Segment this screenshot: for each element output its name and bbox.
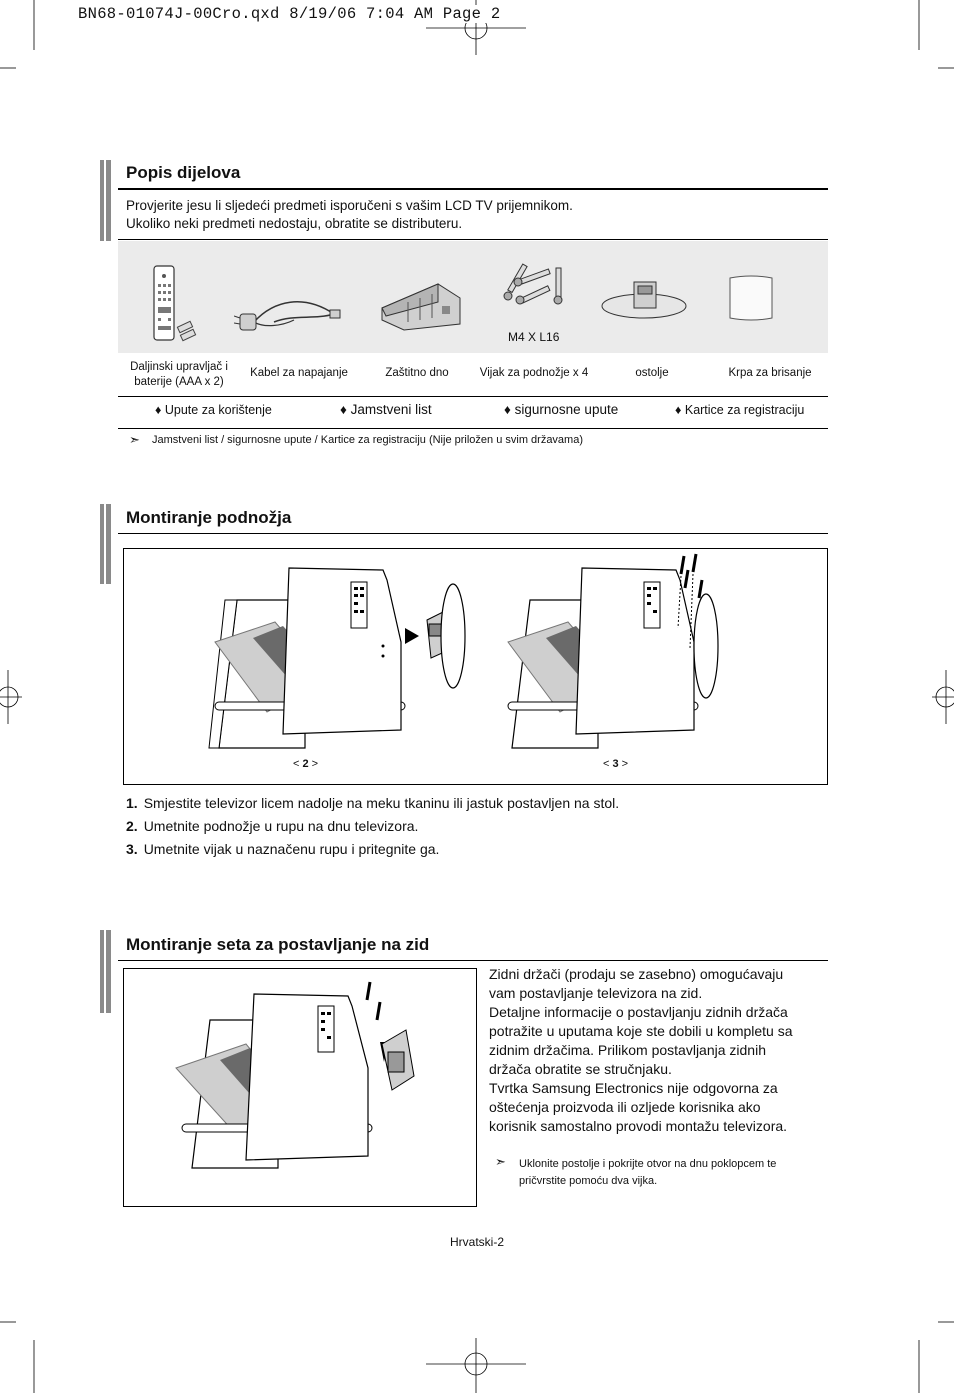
rule xyxy=(118,428,828,429)
wall-text-line: oštećenja proizvoda ili ozljede korisnika ako xyxy=(489,1099,761,1115)
step-number: 2. xyxy=(126,818,138,834)
caption-number: 2 xyxy=(302,758,309,770)
part-label-screws: Vijak za podnožje x 4 xyxy=(479,367,589,379)
power-cord-icon xyxy=(234,290,342,338)
step-text: Smjestite televizor licem nadolje na meku tkaninu ili jastuk postavljen na stol. xyxy=(143,795,620,811)
wall-text-line: Tvrtka Samsung Electronics nije odgovorna za xyxy=(489,1080,778,1096)
wall-text-line: zidnim držačima. Prilikom postavljanja zidnih xyxy=(489,1042,766,1058)
cloth-icon xyxy=(726,272,776,324)
section-title-stand: Montiranje podnožja xyxy=(126,508,292,527)
wall-text-line: Zidni držači (prodaju se zasebno) omogućavaju xyxy=(489,966,784,982)
wall-text-line: držača obratite se stručnjaku. xyxy=(489,1061,672,1077)
caption-bracket: < xyxy=(293,758,303,770)
remote-control-icon xyxy=(150,262,200,344)
wall-text-line: korisnik samostalno provodi montažu televizora. xyxy=(489,1118,788,1134)
note-line: Uklonite postolje i pokrijte otvor na dnu poklopcem te xyxy=(519,1158,777,1170)
part-label-remote xyxy=(124,360,234,390)
doc-label: Jamstveni list xyxy=(350,402,432,417)
part-label-stand: ostolje xyxy=(635,367,669,379)
part-label-power-cord: Kabel za napajanje xyxy=(250,367,348,379)
part-label-cover: Zaštitno dno xyxy=(385,367,449,379)
section-bar xyxy=(100,160,111,241)
section-rule xyxy=(118,533,828,534)
wall-note xyxy=(519,1156,776,1190)
caption-bracket: > xyxy=(308,758,319,770)
wall-text-line: vam postavljanje televizora na zid. xyxy=(489,985,703,1001)
doc-label: sigurnosne upute xyxy=(514,402,619,417)
section-bar xyxy=(100,504,111,584)
caption-bracket: > xyxy=(618,758,629,770)
doc-item: ♦ Jamstveni list xyxy=(340,402,432,417)
screws-icon xyxy=(498,262,572,312)
part-label-cloth: Krpa za brisanje xyxy=(728,367,812,379)
wall-text-line: Detaljne informacije o postavljanju zidnih držača xyxy=(489,1004,788,1020)
step-text: Umetnite podnožje u rupu na dnu televizora. xyxy=(143,818,419,834)
part-label-line: baterije (AAA x 2) xyxy=(134,376,224,388)
parts-illustration-band xyxy=(118,241,828,353)
step-item xyxy=(126,841,439,857)
page-number: Hrvatski-2 xyxy=(449,1235,504,1249)
section-rule xyxy=(118,960,828,961)
doc-item: ♦ Upute za korištenje xyxy=(155,403,272,417)
screw-spec: M4 X L16 xyxy=(508,330,560,344)
rule xyxy=(118,396,828,397)
step-number: 3. xyxy=(126,841,138,857)
stand-icon xyxy=(598,272,690,322)
step-text: Umetnite vijak u naznačenu rupu i pritegnite ga. xyxy=(143,841,440,857)
parts-intro xyxy=(126,197,573,233)
doc-item: ♦ sigurnosne upute xyxy=(504,402,619,417)
rule xyxy=(118,239,828,240)
section-bar xyxy=(100,930,111,1013)
cover-bottom-icon xyxy=(378,280,464,332)
section-title-parts: Popis dijelova xyxy=(126,163,241,182)
intro-line: Provjerite jesu li sljedeći predmeti isporučeni s vašim LCD TV prijemnikom. xyxy=(126,198,573,213)
wall-mount-figure xyxy=(170,972,460,1172)
caption-number: 3 xyxy=(612,758,619,770)
section-rule xyxy=(118,188,828,190)
file-header: BN68-01074J-00Cro.qxd 8/19/06 7:04 AM Page 2 xyxy=(78,5,501,23)
figure-caption-2 xyxy=(293,758,318,770)
note-arrow-icon: ➣ xyxy=(129,432,140,447)
figure-caption-3 xyxy=(603,758,628,770)
part-label-line: Daljinski upravljač i xyxy=(130,361,228,373)
wall-text-line: potražite u uputama koje ste dobili u kompletu sa xyxy=(489,1023,793,1039)
step-number: 1. xyxy=(126,795,138,811)
step-item xyxy=(126,795,619,811)
parts-note: Jamstveni list / sigurnosne upute / Kartice za registraciju (Nije priložen u svim državama) xyxy=(152,434,583,446)
step-item xyxy=(126,818,418,834)
note-arrow-icon: ➣ xyxy=(495,1154,506,1169)
doc-label: Upute za korištenje xyxy=(164,403,272,417)
wall-description xyxy=(489,965,829,1136)
caption-bracket: < xyxy=(603,758,613,770)
stand-figure-step-2 xyxy=(205,562,480,750)
doc-item: ♦ Kartice za registraciju xyxy=(675,403,805,417)
section-title-wall: Montiranje seta za postavljanje na zid xyxy=(126,935,430,954)
intro-line: Ukoliko neki predmeti nedostaju, obratite se distributeru. xyxy=(126,216,463,231)
doc-label: Kartice za registraciju xyxy=(684,403,805,417)
note-line: pričvrstite pomoću dva vijka. xyxy=(519,1175,658,1187)
stand-figure-step-3 xyxy=(498,552,728,750)
